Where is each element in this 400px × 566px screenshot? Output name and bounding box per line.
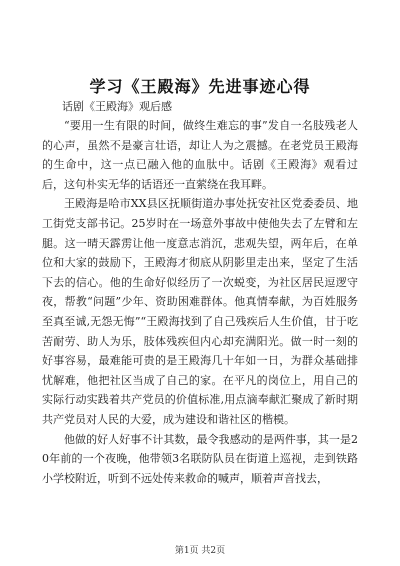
page-number-footer: 第1页 共2页 — [174, 546, 226, 556]
document-body — [42, 116, 358, 488]
document-title: 学习《王殿海》先进事迹心得 — [89, 77, 311, 96]
document-subtitle: 话剧《王殿海》观后感 — [62, 100, 172, 113]
paragraph-1: “要用一生有限的时间，做终生难忘的事”发自一名肢残老人的心声，虽然不是豪言壮语，却让人为之震撼。在老党员王殿海的生命中，这一点已融入他的血肽中。话剧《王殿海》观看过后，这句朴实无华的话语还一直萦绕在我耳畔。 — [42, 119, 358, 191]
paragraph-3: 他做的好人好事不计其数，最令我感动的是两件事，其一是20年前的一个夜晚，他带领3名联防队员在街道上巡视，走到铁路小学校附近，听到不远处传来救命的喊声，顺着声音找去， — [42, 432, 358, 485]
paragraph-2: 王殿海是哈市XX县区抚顺街道办事处抚安社区党委委员、地工街党支部书记。25岁时在一场意外事故中使他失去了左臂和左腿。这一晴天霹雳让他一度意志消沉，悲观失望，两年后，在单位和大家的鼓励下，王殿海才彻底从阴影里走出来，坚定了生活下去的信心。他的生命好似经历了一次蜕变，为社区居民逗逻守夜，帮教“问题”少年、资助困难群体。他真情奉献，为百姓服务至真至诚,无怨无悔”“王殿海找到了自己残疾后人生价值，甘于吃苦耐劳、助人为乐，肢体残疾但内心却充满阳光。做一时一刻的好事容易，最难能可贵的是王殿海几十年如一日，为群众基础排忧解难，他把社区当成了自己的家。在平凡的岗位上，用自己的实际行动实践着共产党员的价值标准,用点滴奉献汇聚成了新时期共产党员对人民的大爱，成为建设和谐社区的楷模。 — [42, 197, 358, 426]
